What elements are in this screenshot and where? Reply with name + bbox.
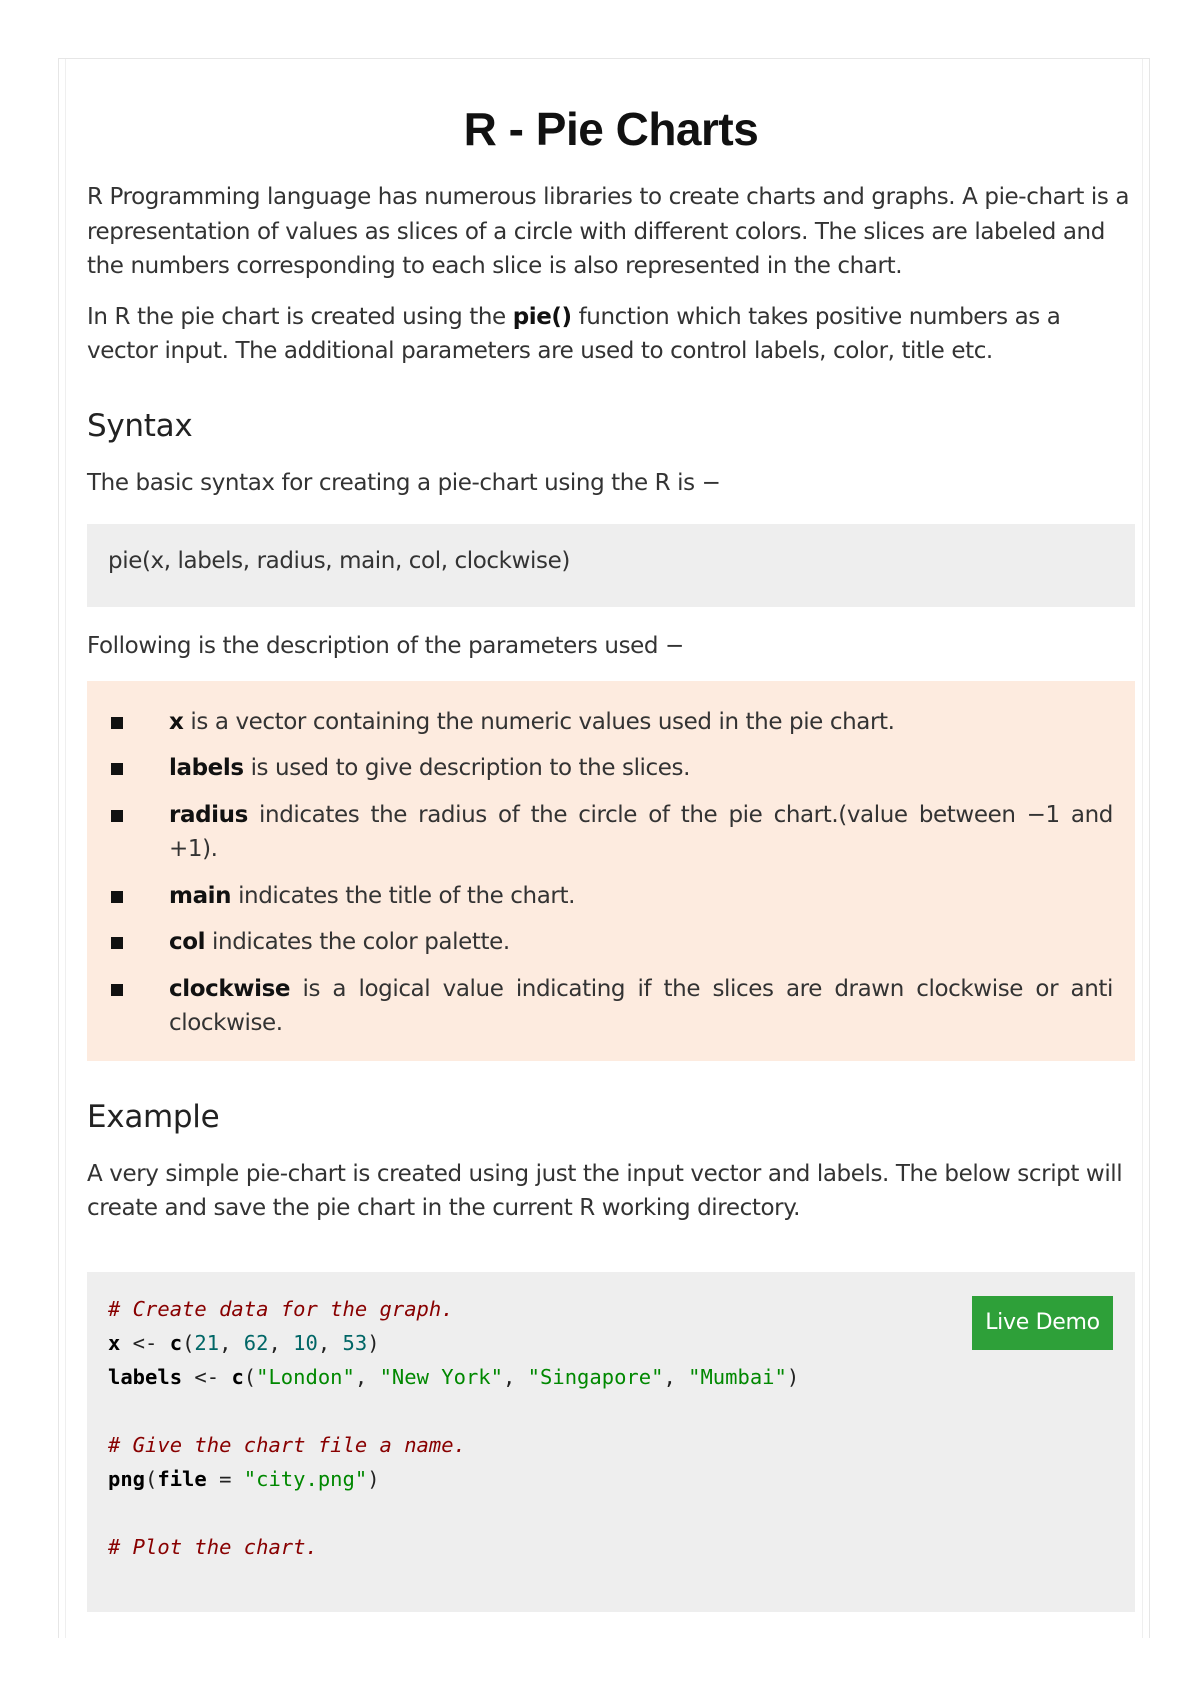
list-item [109, 798, 1113, 867]
param-term: radius [169, 801, 248, 828]
code-line [108, 1292, 1114, 1326]
example-code-box [87, 1272, 1135, 1612]
code-comment: # Plot the chart. [108, 1534, 318, 1559]
p2-text-after: function which takes positive numbers as a vector input. The additional parameters are used to control labels, color, title etc. [87, 303, 1061, 364]
parameters-intro: Following is the description of the parameters used − [87, 633, 684, 659]
code-function: c [169, 1330, 183, 1355]
square-bullet-icon [111, 984, 123, 996]
code-string: "city.png" [243, 1466, 368, 1491]
code-number: 53 [342, 1330, 368, 1355]
code-comment: # Create data for the graph. [108, 1296, 454, 1321]
page-frame [58, 58, 1150, 1638]
code-string: "Mumbai" [688, 1364, 787, 1389]
code-blank-line [108, 1496, 1114, 1530]
param-desc: is used to give description to the slices. [243, 755, 691, 781]
code-line: labels <- c("London", "New York", "Singapore", "Mumbai") [108, 1364, 800, 1389]
pie-function-code: pie() [512, 303, 572, 330]
square-bullet-icon [111, 717, 123, 729]
square-bullet-icon [111, 763, 123, 775]
code-comment: # Give the chart file a name. [108, 1432, 466, 1457]
code-line: x <- c(21, 62, 10, 53) [108, 1330, 380, 1355]
syntax-code-box [87, 524, 1135, 607]
code-operator: <- [120, 1330, 170, 1355]
list-item [109, 972, 1113, 1041]
code-blank-line [108, 1394, 1114, 1428]
code-operator: <- [182, 1364, 232, 1389]
code-string: "New York" [379, 1364, 503, 1389]
list-item [109, 751, 1113, 786]
syntax-code: pie(x, labels, radius, main, col, clockwise) [108, 548, 570, 574]
page-title: R - Pie Charts [463, 103, 759, 155]
param-term: main [169, 882, 232, 909]
param-desc: is a vector containing the numeric values used in the pie chart. [183, 708, 895, 735]
param-desc: indicates the color palette. [205, 929, 510, 955]
list-item [109, 705, 1113, 740]
code-line [108, 1428, 1114, 1462]
square-bullet-icon [111, 937, 123, 949]
parameters-box [87, 681, 1135, 1061]
param-term: x [169, 708, 184, 735]
code-function: c [231, 1364, 244, 1389]
live-demo-button[interactable]: Live Demo [972, 1296, 1113, 1350]
code-number: 62 [243, 1330, 269, 1355]
param-desc: indicates the title of the chart. [231, 882, 575, 909]
code-string: "London" [256, 1364, 355, 1389]
syntax-description: The basic syntax for creating a pie-chart using the R is − [87, 469, 721, 496]
code-variable: x [108, 1330, 121, 1355]
param-desc: is a logical value indicating if the slices are drawn clockwise or anti clockwise. [169, 975, 1113, 1036]
intro-paragraph: R Programming language has numerous libraries to create charts and graphs. A pie-chart is a representation of values as slices of a circle with different colors. The slices are labeled and the numbers corresponding to each slice is also represented in the chart. [87, 184, 1130, 279]
code-function: png [108, 1466, 146, 1491]
code-line: png(file = "city.png") [108, 1466, 380, 1491]
square-bullet-icon [111, 810, 123, 822]
code-number: 10 [293, 1330, 318, 1355]
param-term: clockwise [169, 975, 291, 1002]
list-item [109, 925, 1113, 960]
square-bullet-icon [111, 891, 123, 903]
pie-function-paragraph [87, 300, 1135, 369]
parameters-list [109, 705, 1113, 1041]
example-heading: Example [87, 1098, 220, 1135]
example-description: A very simple pie-chart is created using just the input vector and labels. The below script will create and save the pie chart in the current R working directory. [87, 1160, 1123, 1221]
code-argument: file [157, 1466, 207, 1491]
list-item [109, 879, 1113, 914]
code-string: "Singapore" [527, 1364, 664, 1389]
article-content [87, 59, 1135, 1612]
param-term: labels [169, 755, 244, 781]
param-term: col [169, 929, 206, 955]
param-desc: indicates the radius of the circle of the pie chart.(value between −1 and +1). [169, 801, 1113, 862]
page-inner [65, 59, 1143, 1638]
p2-text-before: In R the pie chart is created using the [87, 303, 513, 330]
code-variable: labels [108, 1364, 183, 1389]
code-number: 21 [194, 1330, 220, 1355]
syntax-heading: Syntax [87, 407, 193, 444]
code-line [108, 1530, 1114, 1564]
